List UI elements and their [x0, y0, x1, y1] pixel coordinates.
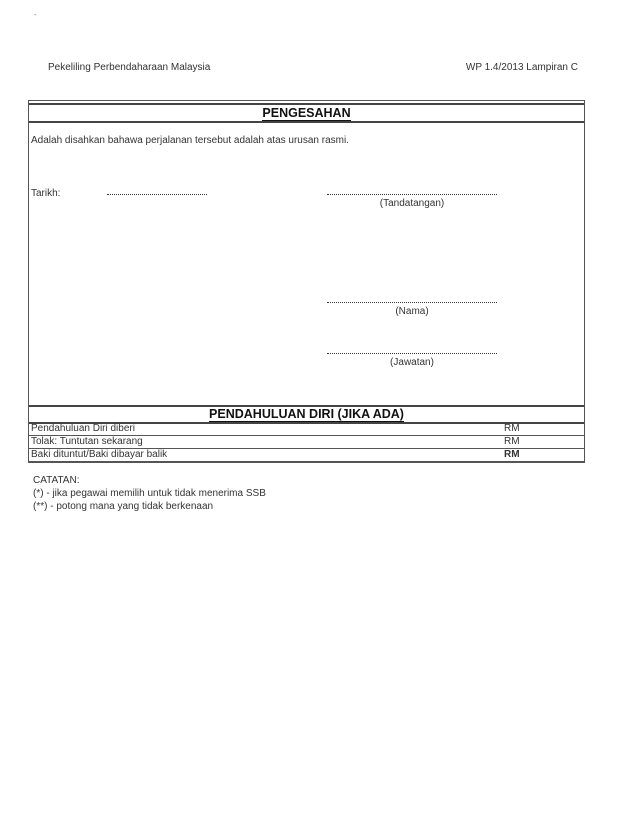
table-row: [29, 423, 584, 436]
date-line[interactable]: [107, 194, 207, 195]
table-row: [29, 449, 584, 462]
header-right: WP 1.4/2013 Lampiran C: [465, 62, 578, 73]
row-label: Pendahuluan Diri diberi: [31, 423, 135, 434]
pendahuluan-table: [29, 423, 584, 462]
row-currency: RM: [504, 436, 520, 447]
note-item: (**) - potong mana yang tidak berkenaan: [33, 501, 214, 512]
row-currency: RM: [504, 449, 520, 460]
notes-heading: CATATAN:: [33, 475, 80, 486]
pendahuluan-header: [29, 405, 584, 424]
position-label: (Jawatan): [390, 357, 434, 368]
pengesahan-header: [29, 103, 584, 123]
form-box: [28, 100, 585, 463]
notes-block: [33, 474, 266, 513]
row-currency: RM: [504, 423, 520, 434]
position-line[interactable]: [327, 353, 497, 354]
pendahuluan-title: PENDAHULUAN DIRI (JIKA ADA): [209, 407, 404, 421]
signature-line[interactable]: [327, 194, 497, 195]
name-line[interactable]: [327, 302, 497, 303]
table-row: [29, 436, 584, 449]
signature-label: (Tandatangan): [379, 198, 445, 209]
row-label: Baki dituntut/Baki dibayar balik: [31, 449, 168, 460]
statement-text: Adalah disahkan bahawa perjalanan tersebut adalah atas urusan rasmi.: [31, 135, 349, 146]
name-label: (Nama): [395, 306, 429, 317]
pengesahan-title: PENGESAHAN: [262, 106, 351, 120]
date-label: Tarikh:: [31, 188, 61, 199]
scan-mark: -: [34, 10, 37, 19]
note-item: (*) - jika pegawai memilih untuk tidak menerima SSB: [33, 488, 266, 499]
header-left: Pekeliling Perbendaharaan Malaysia: [48, 62, 211, 73]
row-label: Tolak: Tuntutan sekarang: [31, 436, 143, 447]
